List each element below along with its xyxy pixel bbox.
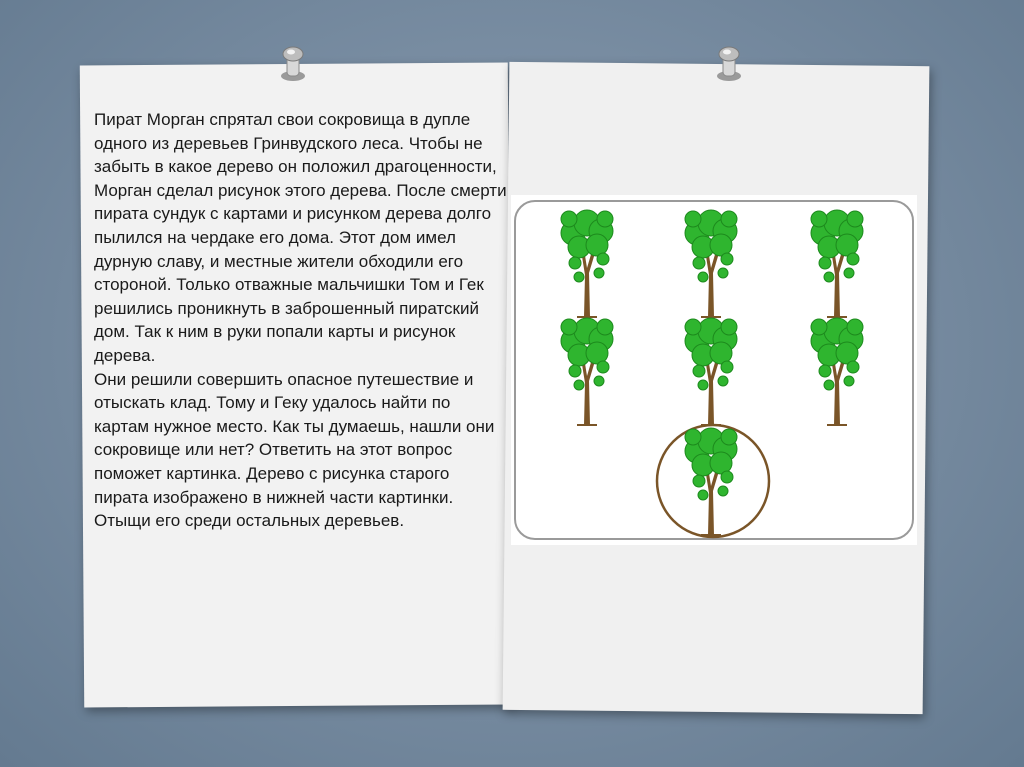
tree-6	[811, 318, 863, 425]
tree-5	[685, 318, 737, 425]
tree-3	[811, 210, 863, 317]
story-paragraph-1: Пират Морган спрятал свои сокровища в дупле одного из деревьев Гринвудского леса. Чтобы не забыть в какое дерево он положил драгоценности, Морган сделал рисунок этого дерева. После смерти пирата сундук с картами и рисунком дерева долго пылился на чердаке его дома. Этот дом имел дурную славу, и местные жители обходили его стороной. Только отважные мальчишки Том и Гек решились проникнуть в заброшенный пиратский дом. Так к ним в руки попали карты и рисунок дерева.	[94, 110, 507, 365]
pushpin-icon	[276, 44, 310, 84]
story-paragraph-2: Они решили совершить опасное путешествие и отыскать клад. Тому и Геку удалось найти по картам нужное место. Как ты думаешь, нашли они сокровище или нет? Ответить на этот вопрос поможет картинка. Дерево с рисунка старого пирата изображено в нижней части картинки. Отыщи его среди остальных деревьев.	[94, 369, 495, 531]
tree-puzzle-picture	[511, 195, 917, 545]
tree-1	[561, 210, 613, 317]
pushpin-icon	[712, 44, 746, 84]
pirate-tree	[685, 428, 737, 535]
tree-4	[561, 318, 613, 425]
story-text	[94, 108, 508, 533]
trees-illustration	[511, 195, 917, 545]
tree-2	[685, 210, 737, 317]
